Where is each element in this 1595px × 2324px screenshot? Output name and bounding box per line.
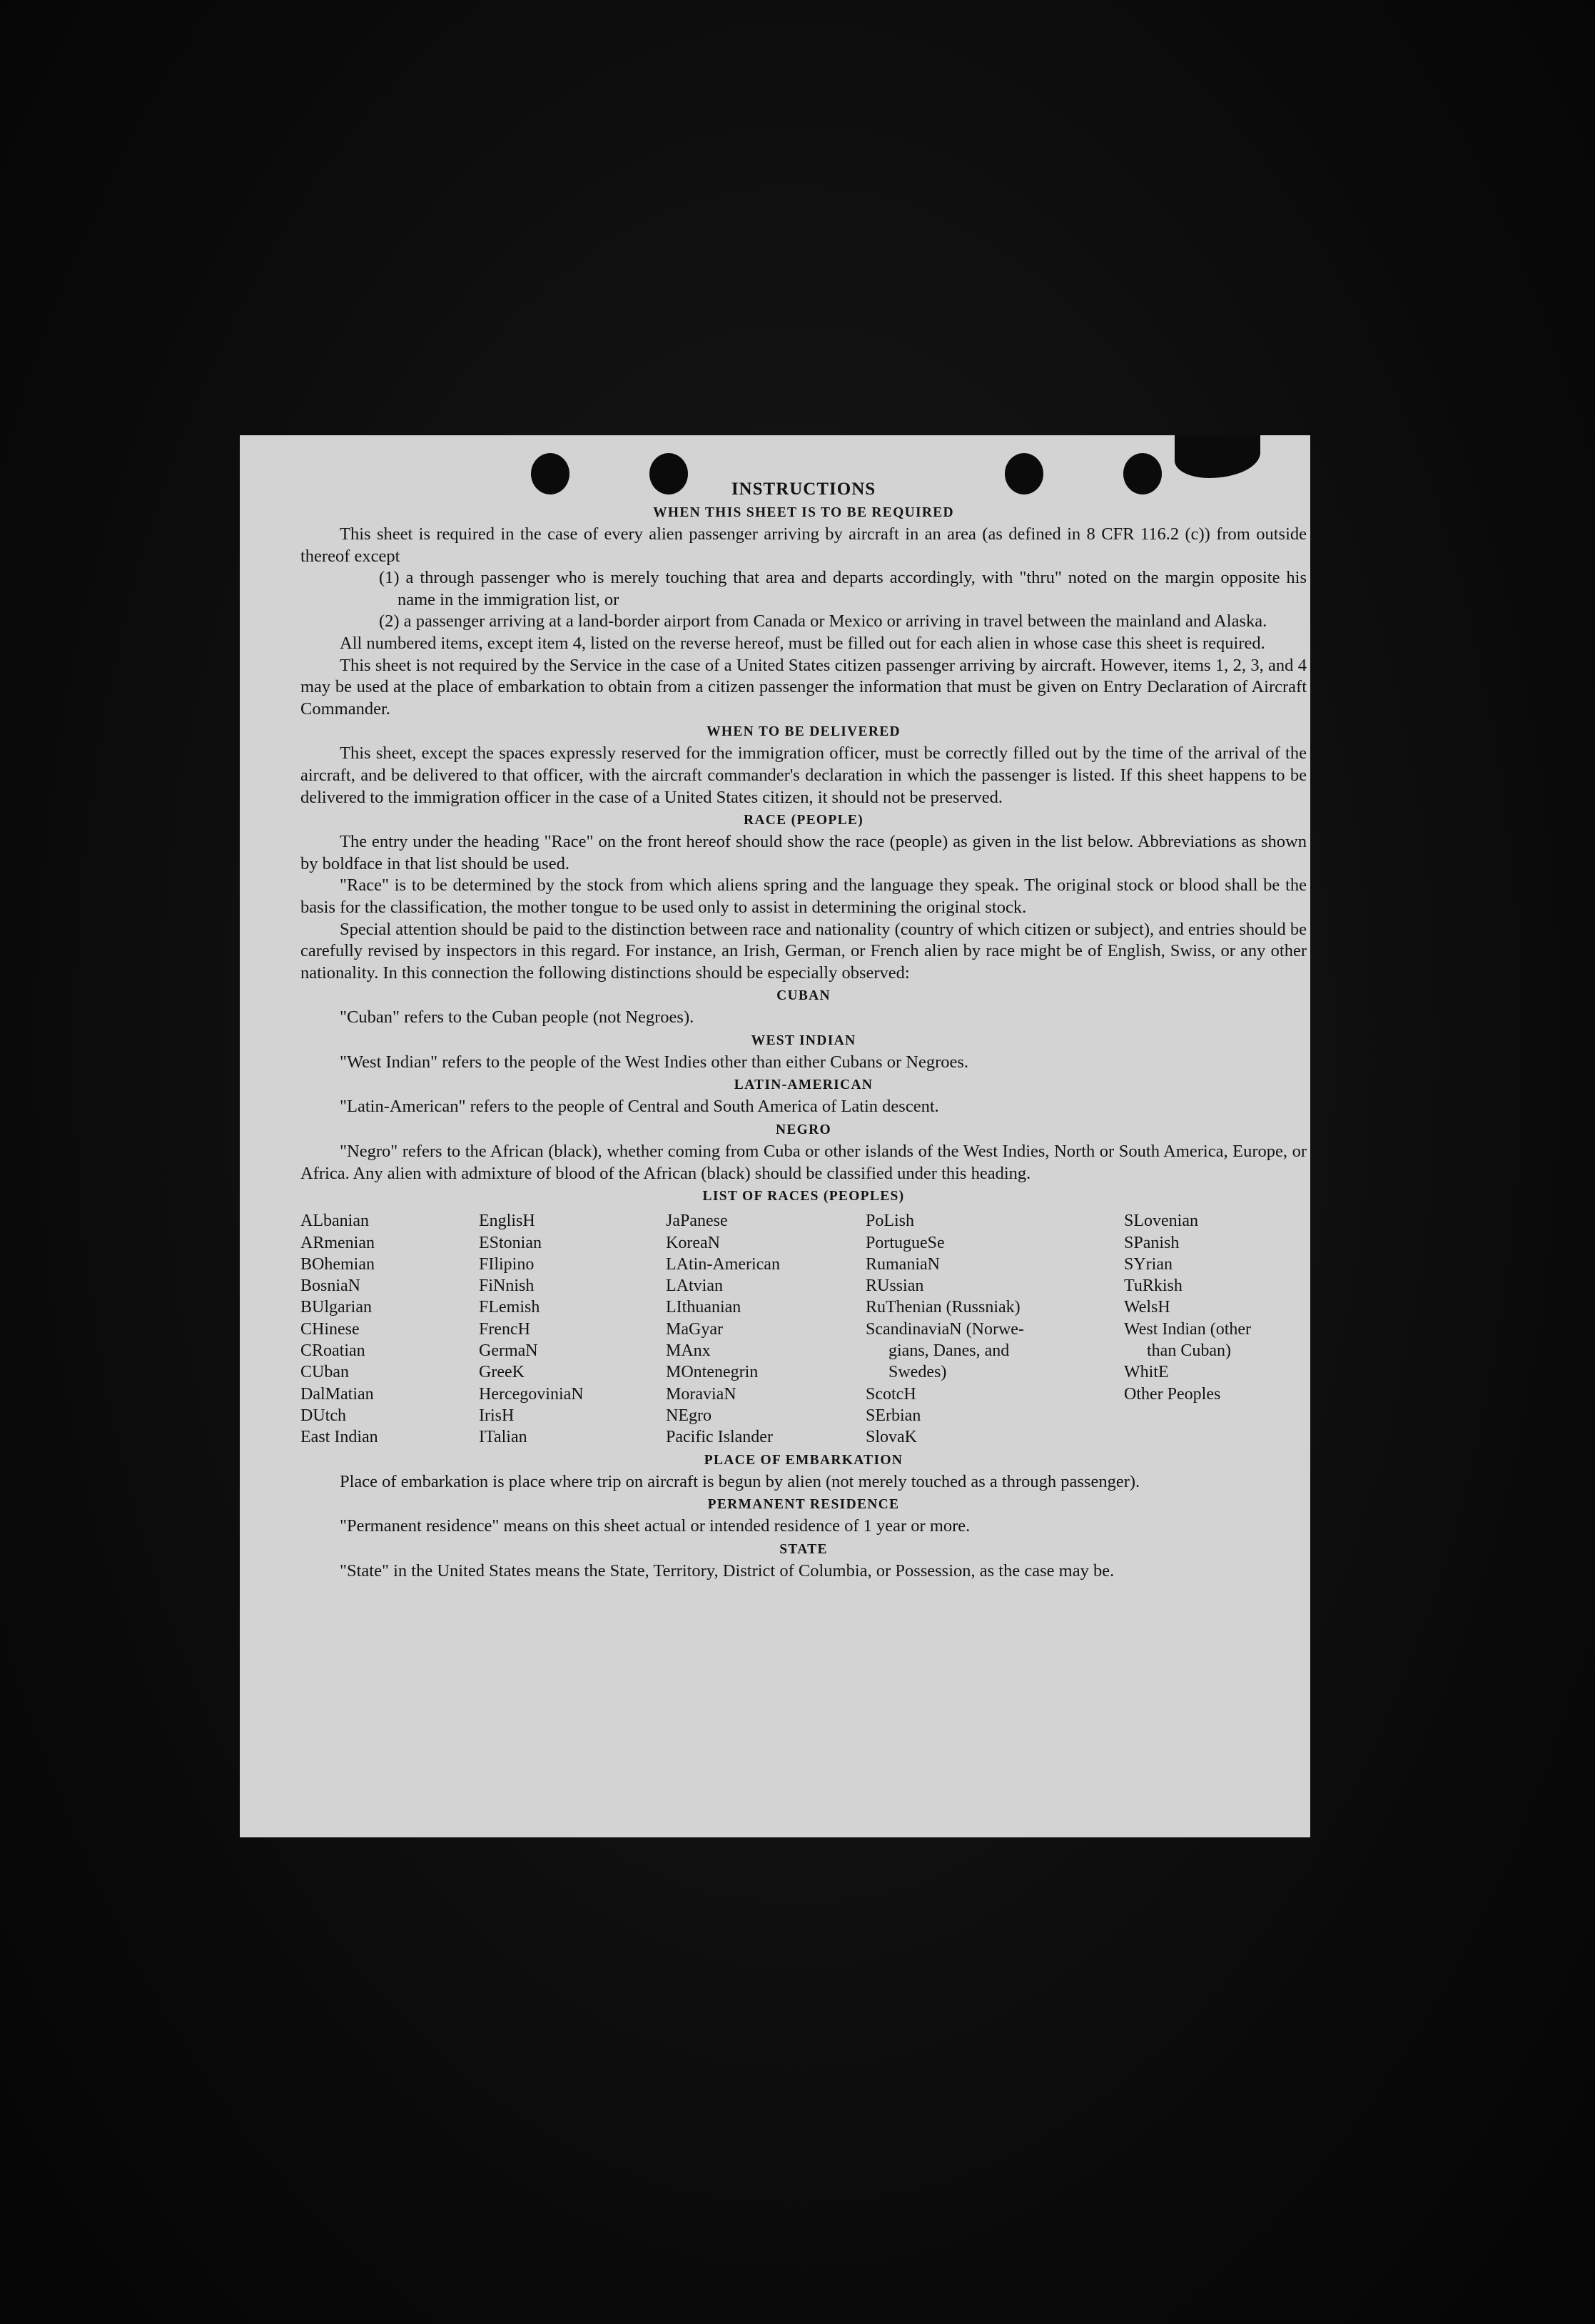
race-entry: IrisH (479, 1406, 515, 1425)
section-heading: CUBAN (776, 988, 831, 1004)
list-item: (2) a passenger arriving at a land-border airport from Canada or Mexico or arriving in travel between the mainland and Alaska. (379, 612, 1267, 631)
race-entry: SErbian (866, 1406, 921, 1425)
race-entry: ITalian (479, 1428, 527, 1447)
race-entry: MoraviaN (666, 1384, 736, 1404)
race-entry: ARmenian (300, 1233, 375, 1252)
race-entry: PoLish (866, 1212, 915, 1231)
races-column (1124, 1210, 1307, 1448)
race-entry: Swedes) (888, 1363, 947, 1382)
instructions-content (300, 478, 1307, 1582)
race-entry: KoreaN (666, 1233, 720, 1252)
races-list (300, 1210, 1307, 1448)
race-entry: FiNnish (479, 1277, 535, 1296)
race-entry: CHinese (300, 1319, 360, 1339)
list-item: (1) a through passenger who is merely touching that area and departs accordingly, with "thru" noted on the margin opposite his name in the immigration list, or (379, 568, 1307, 609)
race-entry: EStonian (479, 1233, 542, 1252)
race-entry: RuThenian (Russniak) (866, 1298, 1021, 1317)
section-heading: PERMANENT RESIDENCE (707, 1497, 900, 1513)
race-entry: than Cuban) (1147, 1341, 1231, 1361)
race-entry: NEgro (666, 1406, 712, 1425)
race-entry: WhitE (1124, 1363, 1169, 1382)
race-entry: FIlipino (479, 1254, 535, 1274)
page-title: INSTRUCTIONS (731, 479, 876, 499)
race-entry: BUlgarian (300, 1298, 372, 1317)
section-heading: STATE (779, 1541, 828, 1557)
paragraph: "Negro" refers to the African (black), whether coming from Cuba or other islands of the West Indies, North or South America, Europe, or Africa. Any alien with admixture of blood of the African (black) should be classified under this heading. (300, 1142, 1307, 1183)
races-column (479, 1210, 666, 1448)
paragraph: Place of embarkation is place where trip on aircraft is begun by alien (not merely touched as a through passenger). (340, 1471, 1140, 1491)
paragraph: All numbered items, except item 4, listed on the reverse hereof, must be filled out for each alien in whose case this sheet is required. (340, 633, 1265, 653)
race-entry: WelsH (1124, 1298, 1170, 1317)
torn-corner (1175, 435, 1260, 478)
race-entry: SLovenian (1124, 1212, 1198, 1231)
race-entry: SPanish (1124, 1233, 1180, 1252)
paragraph: This sheet is not required by the Service in the case of a United States citizen passenger arriving by aircraft. However, items 1, 2, 3, and 4 may be used at the place of embarkation to obtain from a citizen passenger the information that must be given on Entry Declaration of Aircraft Commander. (300, 655, 1307, 719)
race-entry: RUssian (866, 1277, 924, 1296)
race-entry: CRoatian (300, 1341, 365, 1361)
races-column (300, 1210, 479, 1448)
races-column (666, 1210, 866, 1448)
race-entry: ScotcH (866, 1384, 916, 1404)
race-entry: Pacific Islander (666, 1428, 773, 1447)
race-entry: EnglisH (479, 1212, 535, 1231)
race-entry: BOhemian (300, 1254, 375, 1274)
race-entry: GreeK (479, 1363, 525, 1382)
race-entry: LAtvian (666, 1277, 723, 1296)
race-entry: SlovaK (866, 1428, 917, 1447)
race-entry: FrencH (479, 1319, 530, 1339)
race-entry: Other Peoples (1124, 1384, 1221, 1404)
section-heading: LATIN-AMERICAN (734, 1077, 874, 1093)
race-entry: TuRkish (1124, 1277, 1183, 1296)
instruction-sheet (240, 435, 1310, 1837)
race-entry: JaPanese (666, 1212, 728, 1231)
section-heading: LIST OF RACES (PEOPLES) (702, 1189, 905, 1204)
race-entry: PortugueSe (866, 1233, 945, 1252)
race-entry: BosniaN (300, 1277, 360, 1296)
race-entry: HercegoviniaN (479, 1384, 584, 1404)
race-entry: RumaniaN (866, 1254, 940, 1274)
races-column (866, 1210, 1124, 1448)
race-entry: West Indian (other (1124, 1319, 1252, 1339)
section-heading: WEST INDIAN (751, 1032, 856, 1048)
race-entry: DUtch (300, 1406, 346, 1425)
race-entry: MAnx (666, 1341, 711, 1361)
paragraph: "State" in the United States means the State, Territory, District of Columbia, or Possession, as the case may be. (340, 1561, 1115, 1580)
race-entry: GermaN (479, 1341, 538, 1361)
race-entry: CUban (300, 1363, 349, 1382)
race-entry: MOntenegrin (666, 1363, 759, 1382)
paragraph: Special attention should be paid to the distinction between race and nationality (country of which citizen or subject), and entries should be carefully revised by inspectors in this regard. For instance, an Irish, German, or French alien by race might be of English, Swiss, or any other nationality. In this connection the following distinctions should be especially observed: (300, 919, 1307, 983)
section-heading: WHEN THIS SHEET IS TO BE REQUIRED (653, 505, 954, 520)
section-heading: WHEN TO BE DELIVERED (707, 724, 901, 740)
race-entry: ALbanian (300, 1212, 369, 1231)
race-entry: DalMatian (300, 1384, 374, 1404)
paragraph: This sheet is required in the case of every alien passenger arriving by aircraft in an area (as defined in 8 CFR 116.2 (c)) from outside thereof except (300, 524, 1307, 566)
section-heading: PLACE OF EMBARKATION (704, 1452, 903, 1468)
paragraph: "Race" is to be determined by the stock from which aliens spring and the language they speak. The original stock or blood shall be the basis for the classification, the mother tongue to be used only to assist in determining the original stock. (300, 876, 1307, 917)
race-entry: SYrian (1124, 1254, 1173, 1274)
paragraph: "Permanent residence" means on this sheet actual or intended residence of 1 year or more. (340, 1516, 971, 1536)
paragraph: "West Indian" refers to the people of the West Indies other than either Cubans or Negroes. (340, 1052, 969, 1072)
race-entry: FLemish (479, 1298, 540, 1317)
race-entry: ScandinaviaN (Norwe- (866, 1319, 1024, 1339)
section-heading: RACE (PEOPLE) (743, 813, 864, 828)
race-entry: gians, Danes, and (888, 1341, 1010, 1361)
paragraph: "Latin-American" refers to the people of Central and South America of Latin descent. (340, 1097, 939, 1117)
race-entry: East Indian (300, 1428, 378, 1447)
race-entry: LIthuanian (666, 1298, 741, 1317)
paragraph: The entry under the heading "Race" on the front hereof should show the race (people) as given in the list below. Abbreviations as shown by boldface in that list should be used. (300, 832, 1307, 873)
race-entry: LAtin-American (666, 1254, 780, 1274)
paragraph: This sheet, except the spaces expressly reserved for the immigration officer, must be correctly filled out by the time of the arrival of the aircraft, and be delivered to that officer, with the aircraft commander's declaration in which the passenger is listed. If this sheet happens to be delivered to the immigration officer in the case of a United States citizen, it should not be preserved. (300, 744, 1307, 807)
paragraph: "Cuban" refers to the Cuban people (not Negroes). (340, 1008, 694, 1027)
section-heading: NEGRO (775, 1122, 831, 1138)
race-entry: MaGyar (666, 1319, 723, 1339)
